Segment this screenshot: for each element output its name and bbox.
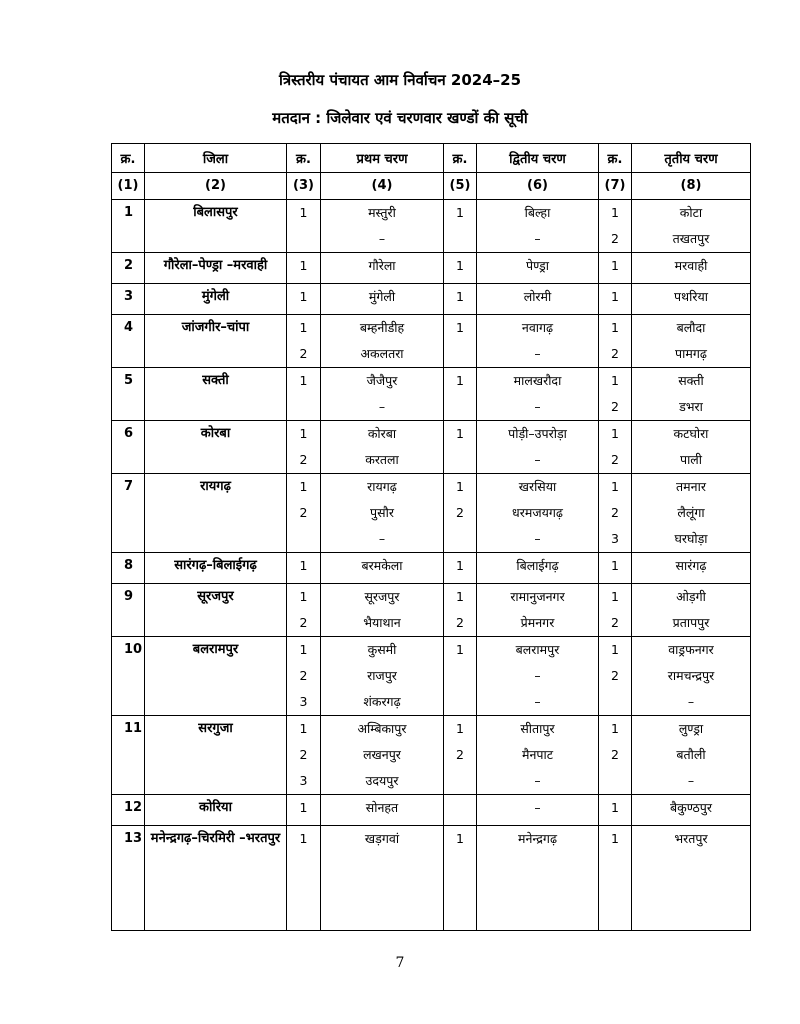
phase1-block: मुंगेली bbox=[321, 284, 444, 315]
table-row bbox=[112, 553, 751, 584]
phase1-serial: 1 bbox=[287, 284, 321, 315]
phase2-block: प्रेमनगर bbox=[477, 610, 599, 637]
table-row bbox=[112, 637, 751, 664]
col-number: (5) bbox=[444, 173, 477, 200]
district-serial: 8 bbox=[112, 553, 145, 584]
phase2-block: – bbox=[477, 447, 599, 474]
phase1-block: खड़गवां bbox=[321, 826, 444, 931]
phase3-serial: 2 bbox=[599, 226, 632, 253]
district-serial: 4 bbox=[112, 315, 145, 368]
phase1-serial: 1 bbox=[287, 421, 321, 448]
phase2-block: – bbox=[477, 394, 599, 421]
phase3-block: – bbox=[632, 768, 751, 795]
phase3-block: वाड्रफनगर bbox=[632, 637, 751, 664]
table-body bbox=[112, 200, 751, 931]
district-serial: 11 bbox=[112, 716, 145, 795]
phase2-block: मैनपाट bbox=[477, 742, 599, 768]
phase1-block: – bbox=[321, 394, 444, 421]
phase2-serial bbox=[444, 795, 477, 826]
phase2-block: – bbox=[477, 526, 599, 553]
col-header: क्र. bbox=[112, 144, 145, 173]
col-number: (8) bbox=[632, 173, 751, 200]
phase3-block: रामचन्द्रपुर bbox=[632, 663, 751, 689]
phase1-block: उदयपुर bbox=[321, 768, 444, 795]
phase3-serial: 2 bbox=[599, 663, 632, 689]
phase2-serial bbox=[444, 526, 477, 553]
phase2-serial bbox=[444, 226, 477, 253]
phase1-serial: 1 bbox=[287, 637, 321, 664]
phase3-block: बतौली bbox=[632, 742, 751, 768]
phase3-block: भरतपुर bbox=[632, 826, 751, 931]
phase2-serial: 1 bbox=[444, 584, 477, 611]
district-serial: 6 bbox=[112, 421, 145, 474]
phase3-serial: 2 bbox=[599, 500, 632, 526]
district-serial: 5 bbox=[112, 368, 145, 421]
district-phase-table bbox=[111, 143, 751, 931]
phase1-block: – bbox=[321, 526, 444, 553]
phase2-serial: 1 bbox=[444, 368, 477, 395]
phase1-block: भैयाथान bbox=[321, 610, 444, 637]
phase2-block: – bbox=[477, 795, 599, 826]
phase1-block: गौरेला bbox=[321, 253, 444, 284]
district-name: रायगढ़ bbox=[145, 474, 287, 553]
phase2-serial bbox=[444, 663, 477, 689]
phase3-serial: 1 bbox=[599, 253, 632, 284]
phase2-serial: 2 bbox=[444, 500, 477, 526]
district-serial: 3 bbox=[112, 284, 145, 315]
col-header: प्रथम चरण bbox=[321, 144, 444, 173]
phase3-serial: 1 bbox=[599, 826, 632, 931]
phase2-serial: 2 bbox=[444, 742, 477, 768]
district-name: सारंगढ़–बिलाईगढ़ bbox=[145, 553, 287, 584]
phase1-block: राजपुर bbox=[321, 663, 444, 689]
phase3-block: पाली bbox=[632, 447, 751, 474]
col-number: (6) bbox=[477, 173, 599, 200]
phase1-serial bbox=[287, 226, 321, 253]
phase1-serial: 2 bbox=[287, 447, 321, 474]
phase1-block: बरमकेला bbox=[321, 553, 444, 584]
phase1-serial: 2 bbox=[287, 610, 321, 637]
col-header: जिला bbox=[145, 144, 287, 173]
phase2-serial: 1 bbox=[444, 253, 477, 284]
phase3-block: पथरिया bbox=[632, 284, 751, 315]
phase3-serial: 1 bbox=[599, 637, 632, 664]
phase2-serial: 1 bbox=[444, 284, 477, 315]
phase2-serial: 1 bbox=[444, 200, 477, 227]
phase1-block: बम्हनीडीह bbox=[321, 315, 444, 342]
phase1-serial: 1 bbox=[287, 716, 321, 743]
col-number: (2) bbox=[145, 173, 287, 200]
phase3-serial: 1 bbox=[599, 716, 632, 743]
phase2-serial: 1 bbox=[444, 716, 477, 743]
phase3-serial bbox=[599, 689, 632, 716]
phase3-block: तमनार bbox=[632, 474, 751, 501]
phase2-block: – bbox=[477, 689, 599, 716]
phase3-serial: 1 bbox=[599, 284, 632, 315]
phase3-block: मरवाही bbox=[632, 253, 751, 284]
phase1-block: पुसौर bbox=[321, 500, 444, 526]
phase2-block: – bbox=[477, 768, 599, 795]
district-name: सरगुजा bbox=[145, 716, 287, 795]
phase2-serial bbox=[444, 689, 477, 716]
phase2-serial bbox=[444, 394, 477, 421]
phase3-block: कटघोरा bbox=[632, 421, 751, 448]
phase1-block: – bbox=[321, 226, 444, 253]
phase3-block: तखतपुर bbox=[632, 226, 751, 253]
phase3-block: सक्ती bbox=[632, 368, 751, 395]
phase1-serial: 1 bbox=[287, 200, 321, 227]
phase1-block: मस्तुरी bbox=[321, 200, 444, 227]
phase2-block: नवागढ़ bbox=[477, 315, 599, 342]
phase1-block: अम्बिकापुर bbox=[321, 716, 444, 743]
phase3-serial: 2 bbox=[599, 447, 632, 474]
district-name: बिलासपुर bbox=[145, 200, 287, 253]
phase2-serial bbox=[444, 447, 477, 474]
district-name: मुंगेली bbox=[145, 284, 287, 315]
table-row bbox=[112, 200, 751, 227]
phase2-block: पोड़ी–उपरोड़ा bbox=[477, 421, 599, 448]
phase3-block: बलौदा bbox=[632, 315, 751, 342]
col-number: (7) bbox=[599, 173, 632, 200]
phase1-block: रायगढ़ bbox=[321, 474, 444, 501]
phase2-block: लोरमी bbox=[477, 284, 599, 315]
phase2-serial: 1 bbox=[444, 553, 477, 584]
district-name: कोरिया bbox=[145, 795, 287, 826]
phase3-block: प्रतापपुर bbox=[632, 610, 751, 637]
phase3-serial: 2 bbox=[599, 742, 632, 768]
phase3-serial: 2 bbox=[599, 394, 632, 421]
phase2-serial: 1 bbox=[444, 474, 477, 501]
table-row bbox=[112, 368, 751, 395]
phase3-block: सारंगढ़ bbox=[632, 553, 751, 584]
table-row bbox=[112, 826, 751, 931]
phase2-block: – bbox=[477, 341, 599, 368]
phase1-block: सोनहत bbox=[321, 795, 444, 826]
phase1-serial: 2 bbox=[287, 341, 321, 368]
col-header: क्र. bbox=[287, 144, 321, 173]
phase3-serial: 1 bbox=[599, 474, 632, 501]
table-row bbox=[112, 253, 751, 284]
phase1-serial bbox=[287, 526, 321, 553]
phase2-serial: 1 bbox=[444, 315, 477, 342]
phase3-block: पामगढ़ bbox=[632, 341, 751, 368]
table-row bbox=[112, 421, 751, 448]
phase3-serial: 2 bbox=[599, 610, 632, 637]
phase1-block: अकलतरा bbox=[321, 341, 444, 368]
phase3-serial: 2 bbox=[599, 341, 632, 368]
phase2-block: बलरामपुर bbox=[477, 637, 599, 664]
phase3-serial bbox=[599, 768, 632, 795]
phase2-serial bbox=[444, 341, 477, 368]
district-serial: 9 bbox=[112, 584, 145, 637]
phase3-block: लुण्ड्रा bbox=[632, 716, 751, 743]
document-subtitle: मतदान : जिलेवार एवं चरणवार खण्डों की सूची bbox=[272, 109, 528, 127]
phase1-block: सूरजपुर bbox=[321, 584, 444, 611]
phase2-block: धरमजयगढ़ bbox=[477, 500, 599, 526]
phase1-block: जैजैपुर bbox=[321, 368, 444, 395]
table-row bbox=[112, 284, 751, 315]
district-serial: 10 bbox=[112, 637, 145, 716]
phase2-block: खरसिया bbox=[477, 474, 599, 501]
table-row bbox=[112, 584, 751, 611]
phase2-block: मनेन्द्रगढ़ bbox=[477, 826, 599, 931]
phase1-block: लखनपुर bbox=[321, 742, 444, 768]
phase1-serial: 1 bbox=[287, 253, 321, 284]
phase3-serial: 1 bbox=[599, 421, 632, 448]
phase3-serial: 1 bbox=[599, 368, 632, 395]
phase3-serial: 1 bbox=[599, 553, 632, 584]
phase3-serial: 1 bbox=[599, 584, 632, 611]
phase2-block: बिल्हा bbox=[477, 200, 599, 227]
district-name: बलरामपुर bbox=[145, 637, 287, 716]
phase2-block: सीतापुर bbox=[477, 716, 599, 743]
phase1-serial: 3 bbox=[287, 768, 321, 795]
phase1-serial bbox=[287, 394, 321, 421]
phase3-block: घरघोड़ा bbox=[632, 526, 751, 553]
district-serial: 13 bbox=[112, 826, 145, 931]
district-name: सूरजपुर bbox=[145, 584, 287, 637]
phase3-block: कोटा bbox=[632, 200, 751, 227]
phase2-block: बिलाईगढ़ bbox=[477, 553, 599, 584]
table-row bbox=[112, 474, 751, 501]
district-serial: 2 bbox=[112, 253, 145, 284]
phase3-block: ओड़गी bbox=[632, 584, 751, 611]
phase2-block: – bbox=[477, 663, 599, 689]
col-header: क्र. bbox=[599, 144, 632, 173]
phase2-block: रामानुजनगर bbox=[477, 584, 599, 611]
phase3-block: – bbox=[632, 689, 751, 716]
phase1-serial: 1 bbox=[287, 474, 321, 501]
col-number: (1) bbox=[112, 173, 145, 200]
col-header: तृतीय चरण bbox=[632, 144, 751, 173]
page-number: 7 bbox=[395, 955, 405, 971]
district-name: मनेन्द्रगढ़–चिरमिरी –भरतपुर bbox=[145, 826, 287, 931]
table-row bbox=[112, 315, 751, 342]
phase2-serial: 2 bbox=[444, 610, 477, 637]
district-serial: 1 bbox=[112, 200, 145, 253]
phase3-serial: 1 bbox=[599, 795, 632, 826]
table-row bbox=[112, 795, 751, 826]
phase1-serial: 1 bbox=[287, 315, 321, 342]
phase1-block: शंकरगढ़ bbox=[321, 689, 444, 716]
col-number: (4) bbox=[321, 173, 444, 200]
phase1-serial: 2 bbox=[287, 500, 321, 526]
phase3-serial: 1 bbox=[599, 200, 632, 227]
table-row bbox=[112, 716, 751, 743]
header-row bbox=[112, 144, 751, 173]
phase2-block: – bbox=[477, 226, 599, 253]
phase3-block: लैलूंगा bbox=[632, 500, 751, 526]
phase2-block: पेण्ड्रा bbox=[477, 253, 599, 284]
phase1-block: कोरबा bbox=[321, 421, 444, 448]
phase1-serial: 1 bbox=[287, 826, 321, 931]
phase1-serial: 1 bbox=[287, 584, 321, 611]
district-serial: 7 bbox=[112, 474, 145, 553]
phase3-serial: 3 bbox=[599, 526, 632, 553]
district-name: कोरबा bbox=[145, 421, 287, 474]
phase1-block: कुसमी bbox=[321, 637, 444, 664]
district-name: गौरेला–पेण्ड्रा –मरवाही bbox=[145, 253, 287, 284]
district-serial: 12 bbox=[112, 795, 145, 826]
phase2-serial bbox=[444, 768, 477, 795]
phase3-block: डभरा bbox=[632, 394, 751, 421]
col-number: (3) bbox=[287, 173, 321, 200]
phase1-block: करतला bbox=[321, 447, 444, 474]
phase1-serial: 3 bbox=[287, 689, 321, 716]
document-title: त्रिस्तरीय पंचायत आम निर्वाचन 2024–25 bbox=[278, 71, 522, 89]
col-header: द्वितीय चरण bbox=[477, 144, 599, 173]
column-number-row bbox=[112, 173, 751, 200]
phase1-serial: 2 bbox=[287, 742, 321, 768]
phase3-block: बैकुण्ठपुर bbox=[632, 795, 751, 826]
district-name: सक्ती bbox=[145, 368, 287, 421]
phase2-serial: 1 bbox=[444, 421, 477, 448]
phase1-serial: 1 bbox=[287, 368, 321, 395]
phase2-serial: 1 bbox=[444, 826, 477, 931]
phase2-block: मालखरौदा bbox=[477, 368, 599, 395]
district-name: जांजगीर–चांपा bbox=[145, 315, 287, 368]
col-header: क्र. bbox=[444, 144, 477, 173]
phase1-serial: 1 bbox=[287, 553, 321, 584]
phase1-serial: 1 bbox=[287, 795, 321, 826]
phase2-serial: 1 bbox=[444, 637, 477, 664]
phase3-serial: 1 bbox=[599, 315, 632, 342]
phase1-serial: 2 bbox=[287, 663, 321, 689]
